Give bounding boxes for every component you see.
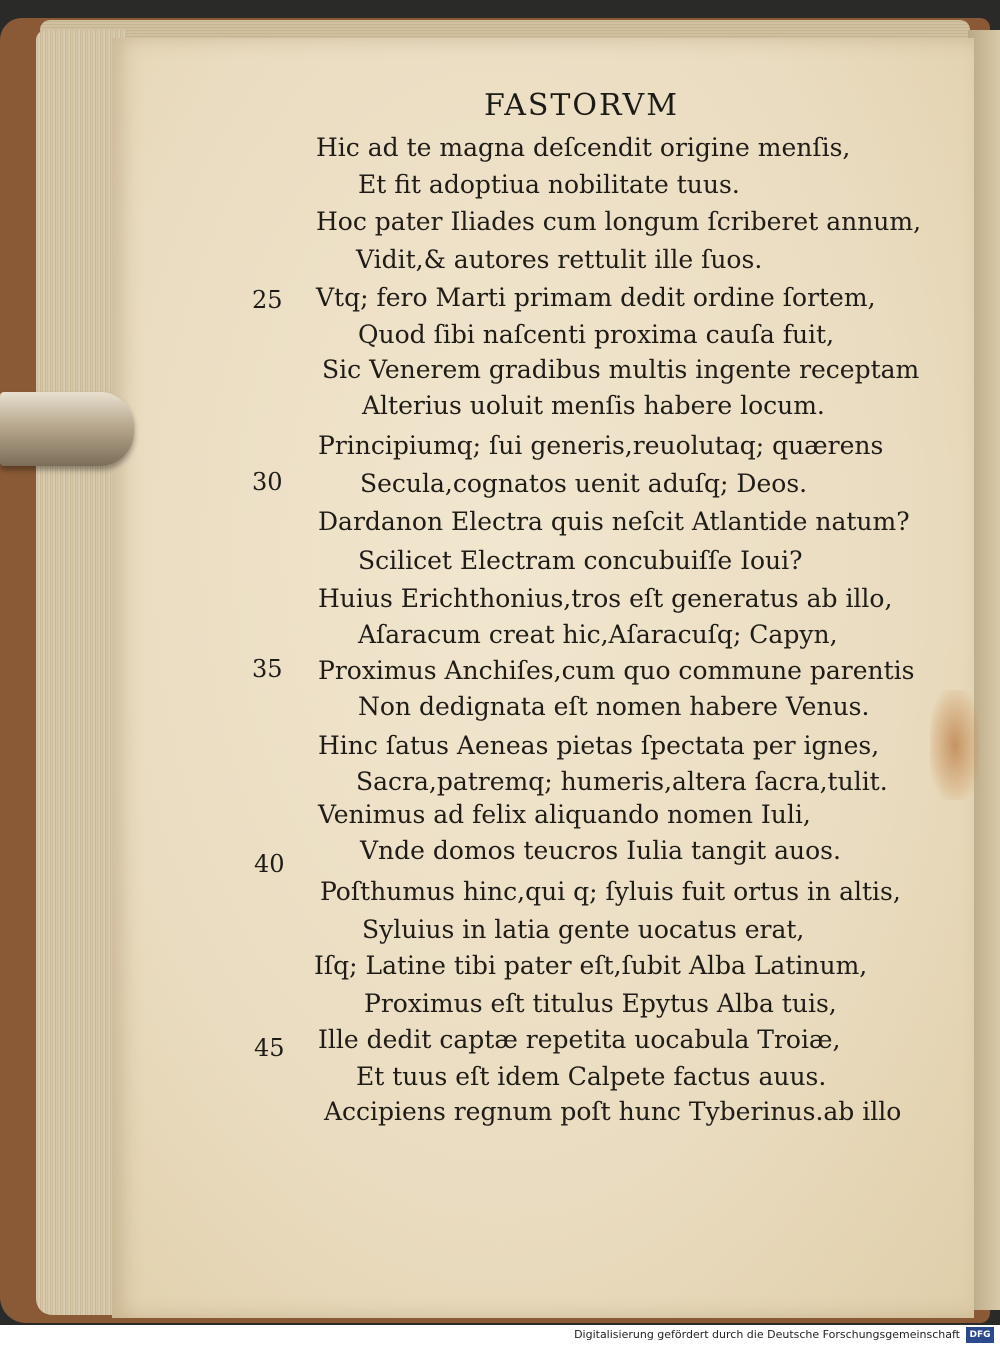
verse-line: Sacra,patremq; humeris,altera ſacra,tulit. — [356, 767, 888, 796]
verse-line: Principiumq; ſui generis,reuolutaq; quærens — [318, 431, 884, 460]
verse-line: Hic ad te magna deſcendit origine menſis, — [316, 133, 851, 162]
verse-line: Proximus Anchiſes,cum quo commune parentis — [318, 656, 915, 685]
verse-line: Hinc ſatus Aeneas pietas ſpectata per ignes, — [318, 731, 880, 760]
verse-line: Non dedignata eſt nomen habere Venus. — [358, 692, 870, 721]
verse-line: Hoc pater Iliades cum longum ſcriberet annum, — [316, 207, 922, 236]
verse-line: Et fit adoptiua nobilitate tuus. — [358, 170, 740, 199]
verse-line: Vnde domos teucros Iulia tangit auos. — [360, 836, 841, 865]
footer-bar — [0, 1325, 1000, 1346]
running-head: FASTORVM — [484, 88, 679, 123]
dfg-logo: DFG — [966, 1327, 994, 1343]
verse-line: Poſthumus hinc,qui q; ſyluis fuit ortus in altis, — [320, 877, 901, 906]
verse-line: Dardanon Electra quis neſcit Atlantide natum? — [318, 507, 910, 536]
verse-line: Venimus ad felix aliquando nomen Iuli, — [318, 800, 811, 829]
book-clasp — [0, 392, 134, 466]
verse-line: Et tuus eſt idem Calpete factus auus. — [356, 1062, 827, 1091]
verse-line: Secula,cognatos uenit aduſq; Deos. — [360, 469, 808, 498]
verse-line: Aſaracum creat hic,Aſaracuſq; Capyn, — [358, 620, 838, 649]
funding-credit: Digitalisierung gefördert durch die Deutsche Forschungsgemeinschaft — [574, 1328, 960, 1341]
verse-line: Vtq; fero Marti primam dedit ordine ſortem, — [316, 283, 876, 312]
verse-line: Scilicet Electram concubuiſſe Ioui? — [358, 546, 803, 575]
verse-line: Accipiens regnum poſt hunc Tyberinus.ab illo — [324, 1097, 902, 1126]
line-number: 45 — [254, 1034, 285, 1062]
line-number: 25 — [252, 286, 283, 314]
water-stain — [930, 690, 980, 800]
verse-line: Quod ſibi naſcenti proxima cauſa fuit, — [358, 320, 835, 349]
line-number: 40 — [254, 850, 285, 878]
line-number: 30 — [252, 468, 283, 496]
verse-line: Vidit,& autores rettulit ille ſuos. — [356, 245, 763, 274]
verse-line: Sic Venerem gradibus multis ingente receptam — [322, 355, 920, 384]
verse-line: Alterius uoluit menſis habere locum. — [362, 391, 825, 420]
verse-line: Iſq; Latine tibi pater eſt,ſubit Alba Latinum, — [314, 951, 868, 980]
verse-line: Syluius in latia gente uocatus erat, — [362, 915, 805, 944]
verse-line: Huius Erichthonius,tros eſt generatus ab illo, — [318, 584, 893, 613]
line-number: 35 — [252, 655, 283, 683]
verse-line: Proximus eſt titulus Epytus Alba tuis, — [364, 989, 837, 1018]
verse-line: Ille dedit captæ repetita uocabula Troiæ, — [318, 1025, 841, 1054]
